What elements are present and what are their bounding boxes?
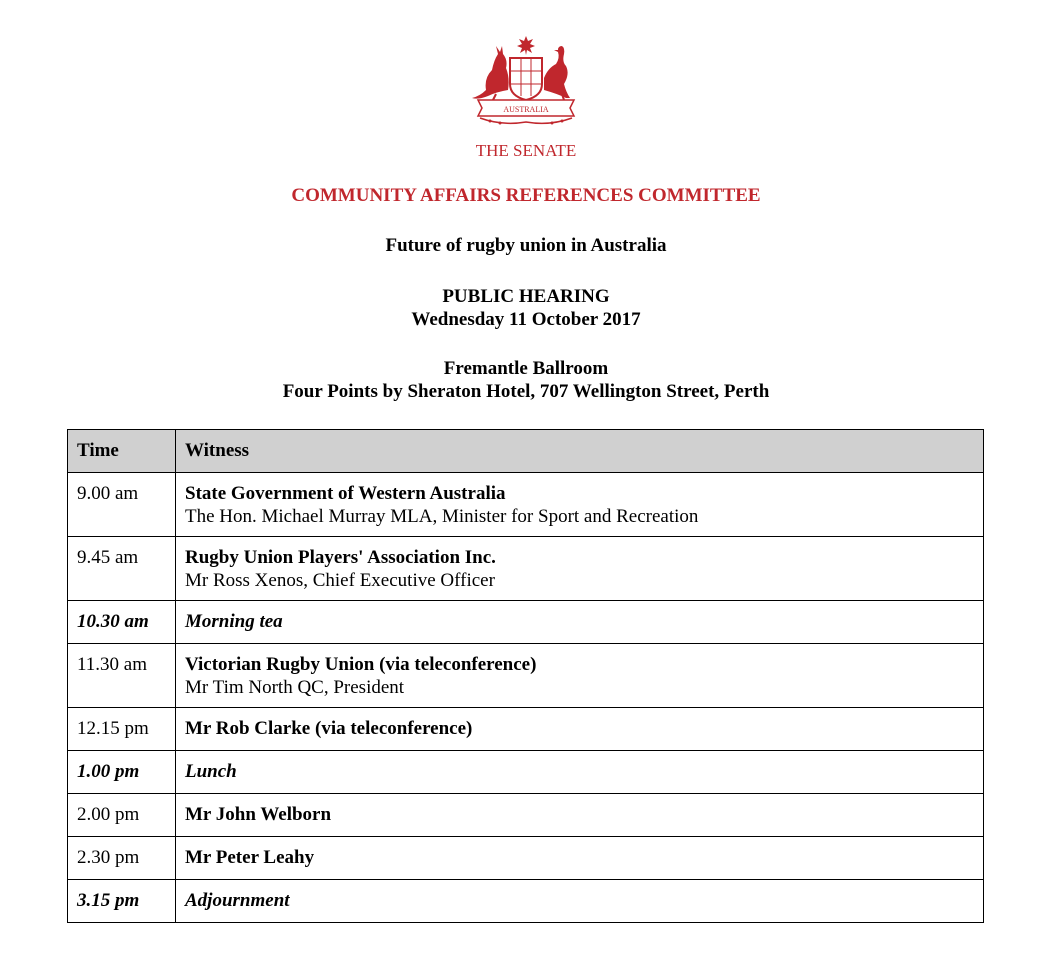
row-witness: Adjournment — [176, 880, 984, 923]
witness-name: Mr Peter Leahy — [185, 847, 315, 868]
table-row-break — [68, 601, 984, 644]
inquiry-title: Future of rugby union in Australia — [385, 235, 667, 256]
table-row — [68, 473, 984, 537]
committee-title: COMMUNITY AFFAIRS REFERENCES COMMITTEE — [291, 185, 761, 206]
row-time: 11.30 am — [68, 644, 176, 708]
hearing-info — [0, 285, 1052, 331]
schedule-table — [67, 429, 984, 923]
row-time: 9.00 am — [68, 473, 176, 537]
row-time: 2.30 pm — [68, 837, 176, 880]
row-time: 3.15 pm — [68, 880, 176, 923]
table-row — [68, 537, 984, 601]
coat-of-arms-logo — [466, 34, 586, 126]
witness-name: State Government of Western Australia — [185, 483, 506, 504]
column-header-time: Time — [68, 430, 176, 473]
table-row — [68, 644, 984, 708]
witness-name: Rugby Union Players' Association Inc. — [185, 547, 496, 568]
row-witness — [176, 644, 984, 708]
row-witness — [176, 473, 984, 537]
witness-detail: Mr Tim North QC, President — [185, 677, 405, 698]
table-row — [68, 837, 984, 880]
chamber-name: THE SENATE — [475, 141, 577, 160]
shield-icon — [510, 58, 542, 100]
table-header-row — [68, 430, 984, 473]
row-time: 10.30 am — [68, 601, 176, 644]
table-row — [68, 794, 984, 837]
venue-room: Fremantle Ballroom — [443, 358, 609, 379]
row-witness: Morning tea — [176, 601, 984, 644]
row-witness: Lunch — [176, 751, 984, 794]
table-row-break — [68, 880, 984, 923]
kangaroo-icon — [472, 46, 509, 99]
venue-address: Four Points by Sheraton Hotel, 707 Wellington Street, Perth — [282, 381, 770, 402]
row-witness — [176, 708, 984, 751]
row-witness — [176, 794, 984, 837]
table-row — [68, 708, 984, 751]
witness-detail: The Hon. Michael Murray MLA, Minister for Sport and Recreation — [185, 506, 699, 527]
row-time: 12.15 pm — [68, 708, 176, 751]
witness-name: Victorian Rugby Union (via teleconference) — [185, 654, 537, 675]
row-time: 9.45 am — [68, 537, 176, 601]
row-time: 1.00 pm — [68, 751, 176, 794]
witness-name: Mr John Welborn — [185, 804, 332, 825]
commonwealth-star-icon — [517, 36, 535, 55]
emu-icon — [544, 46, 570, 98]
crest-label: AUSTRALIA — [503, 105, 549, 114]
witness-detail: Mr Ross Xenos, Chief Executive Officer — [185, 570, 495, 591]
hearing-type: PUBLIC HEARING — [442, 286, 610, 307]
row-witness — [176, 537, 984, 601]
row-witness — [176, 837, 984, 880]
column-header-witness: Witness — [176, 430, 984, 473]
row-time: 2.00 pm — [68, 794, 176, 837]
table-row-break — [68, 751, 984, 794]
hearing-date: Wednesday 11 October 2017 — [411, 309, 641, 330]
witness-name: Mr Rob Clarke (via teleconference) — [185, 718, 473, 739]
venue-info — [0, 357, 1052, 403]
